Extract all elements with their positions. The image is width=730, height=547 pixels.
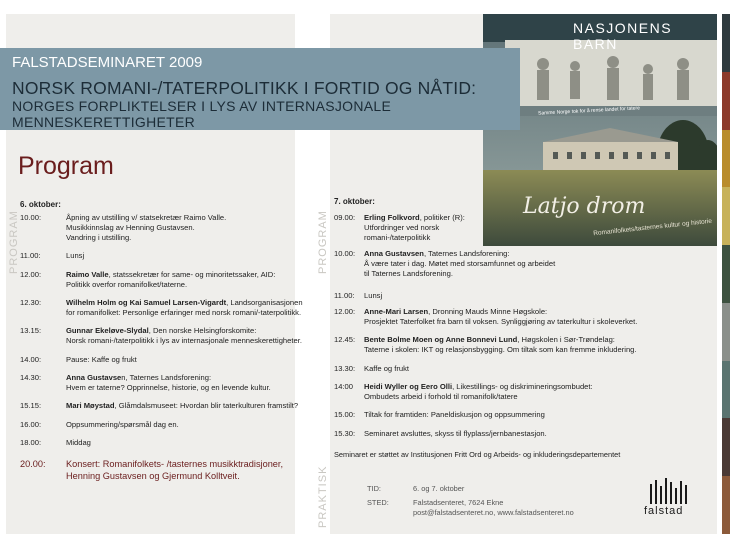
item-line: Norsk romani-/taterpolitikk i lys av internasjonale menneskerettigheter. (66, 336, 302, 345)
seminar-title: NORSK ROMANI-/TATERPOLITIKK I FORTID OG NÅTID: (12, 78, 477, 98)
strip-segment (722, 361, 730, 419)
item-time: 20.00: (20, 459, 46, 469)
item-line (364, 382, 593, 392)
item-time: 10.00: (334, 249, 356, 258)
item-text: , Likestillings- og diskrimineringsombudet: (452, 382, 593, 391)
tid-value: 6. og 7. oktober (413, 484, 465, 493)
item-line: Tiltak for framtiden: Paneldiskusjon og oppsummering (364, 410, 545, 419)
item-line: Taterne i skolen: IKT og relasjonsbygging. Om tiltak som kan fremme inkludering. (364, 345, 637, 354)
item-line: Lunsj (364, 291, 383, 300)
program-title: Program (18, 152, 114, 180)
item-line: Oppsummering/spørsmål dag en. (66, 420, 179, 429)
speaker-name: Wilhelm Holm og Kai Samuel Larsen-Vigardt (66, 298, 227, 307)
speaker-name: Anna Gustavsen (364, 249, 424, 258)
item-time: 15.00: (334, 410, 356, 419)
speaker-name: Mari Møystad (66, 401, 115, 410)
speaker-name: Bente Bolme Moen og Anne Bonnevi Lund (364, 335, 518, 344)
item-text: , Dronning Mauds Minne Høgskole: (428, 307, 548, 316)
item-line: Utfordringer ved norsk (364, 223, 440, 232)
item-time: 14.00: (20, 355, 42, 364)
item-text: , Taternes Landsforening: (423, 249, 510, 258)
item-time: 13.30: (334, 364, 356, 373)
item-time: 13.15: (20, 326, 42, 335)
item-text: , statssekretær for same- og minoritetssaker, AID: (108, 270, 276, 279)
item-time: 14:00 (334, 382, 354, 391)
item-line: Kaffe og frukt (364, 364, 410, 373)
item-line: for romanifolket: Personlige erfaringer med norsk romani/-taterpolitikk. (66, 308, 302, 317)
speaker-name: Anne-Mari Larsen (364, 307, 429, 316)
logo-bars-icon (646, 478, 696, 504)
item-time: 15.15: (20, 401, 42, 410)
cover-title: NASJONENS BARN (573, 20, 673, 52)
item-line (66, 298, 303, 308)
item-line: Politikk overfor romanifolket/taterne. (66, 280, 188, 289)
item-text: , Den norske Helsingforskomite: (148, 326, 257, 335)
item-line: Pause: Kaffe og frukt (66, 355, 137, 364)
item-line: Ombudets arbeid i forhold til romanifolk/tatere (364, 392, 518, 401)
item-time: 15.30: (334, 429, 356, 438)
item-time: 11.00: (20, 251, 41, 260)
strip-segment (722, 303, 730, 361)
item-time: 12.00: (20, 270, 42, 279)
side-label-program-right: PROGRAM (317, 210, 329, 274)
item-line (364, 213, 465, 223)
day2-label: 7. oktober: (334, 197, 375, 206)
item-line: Hvem er taterne? Opprinnelse, historie, og en levende kultur. (66, 383, 271, 392)
cover-tagline: Samme Norge tok for å rense landet for tatere (537, 105, 641, 117)
contact-line: post@falstadsenteret.no, www.falstadsenteret.no (413, 508, 574, 517)
strip-segment (722, 130, 730, 188)
strip-segment (722, 14, 730, 72)
item-text: , Landsorganisasjonen (226, 298, 303, 307)
side-label-program-left: PROGRAM (8, 210, 20, 274)
item-time: 10.00: (20, 213, 42, 222)
item-time: 18.00: (20, 438, 42, 447)
header-band (0, 48, 520, 130)
strip-segment (722, 72, 730, 130)
speaker-name: Gunnar Ekeløve-Slydal (66, 326, 149, 335)
item-time: 12.30: (20, 298, 42, 307)
item-line: Middag (66, 438, 91, 447)
color-strip (722, 14, 730, 534)
item-time: 14.30: (20, 373, 42, 382)
item-line (364, 249, 555, 259)
item-text: n, Taternes Landsforening: (121, 373, 212, 382)
logo-text: falstad (644, 505, 684, 517)
speaker-name: Anna Gustavse (66, 373, 122, 382)
item-time: 09.00: (334, 213, 356, 222)
day1-label: 6. oktober: (20, 200, 61, 209)
cover-subtitle: Romanifolkets/tasternes kultur og historie (592, 217, 713, 238)
strip-segment (722, 187, 730, 245)
item-text: , Glåmdalsmuseet: Hvordan blir taterkulturen framstilt? (114, 401, 299, 410)
item-line: Prosjektet Taterfolket fra barn til voksen. Synliggjøring av taterkultur i skoleverket. (364, 317, 638, 326)
item-time: 12.00: (334, 307, 356, 316)
falstad-logo (646, 478, 696, 518)
item-line (66, 401, 298, 411)
sted-label: STED: (367, 498, 389, 507)
item-line (66, 373, 271, 383)
seminar-subtitle: NORGES FORPLIKTELSER I LYS AV INTERNASJONALE MENNESKERETTIGHETER (12, 98, 392, 130)
item-line: Vandring i utstilling. (66, 233, 132, 242)
item-line: til Taternes Landsforening. (364, 269, 453, 278)
strip-segment (722, 418, 730, 476)
item-line (364, 335, 637, 345)
item-line: Musikkinnslag av Henning Gustavsen. (66, 223, 195, 232)
item-line (364, 307, 637, 317)
speaker-name: Raimo Valle (66, 270, 109, 279)
support-text: Seminaret er støttet av Institusjonen Fritt Ord og Arbeids- og inkluderingsdepartementet (334, 450, 621, 459)
item-text: , Høgskolen i Sør-Trøndelag: (517, 335, 615, 344)
item-text: , politiker (R): (419, 213, 465, 222)
event-name: FALSTADSEMINARET 2009 (12, 54, 203, 71)
tid-label: TID: (367, 484, 381, 493)
item-line: Lunsj (66, 251, 85, 260)
item-line: Henning Gustavsen og Gjermund Kolltveit. (66, 471, 240, 481)
sted-value: Falstadsenteret, 7624 Ekne (413, 498, 504, 507)
strip-segment (722, 245, 730, 303)
item-line: Konsert: Romanifolkets- /tasternes musikktradisjoner, (66, 459, 284, 469)
side-label-praktisk: PRAKTISK (317, 465, 329, 528)
item-line (66, 326, 302, 336)
item-line (66, 270, 275, 280)
cover-script-title: Latjo drom (523, 194, 646, 219)
item-time: 11.00: (334, 291, 355, 300)
item-line: Åpning av utstilling v/ statsekretær Raimo Valle. (66, 213, 227, 222)
item-time: 16.00: (20, 420, 42, 429)
item-line: Seminaret avsluttes, skyss til flyplass/jernbanestasjon. (364, 429, 547, 438)
item-line: Å være tater i dag. Møtet med storsamfunnet og arbeidet (364, 259, 556, 268)
item-time: 12.45: (334, 335, 356, 344)
speaker-name: Erling Folkvord (364, 213, 420, 222)
item-line: romani-/taterpolitikk (364, 233, 431, 242)
strip-segment (722, 476, 730, 534)
speaker-name: Heidi Wyller og Eero Olli (364, 382, 453, 391)
